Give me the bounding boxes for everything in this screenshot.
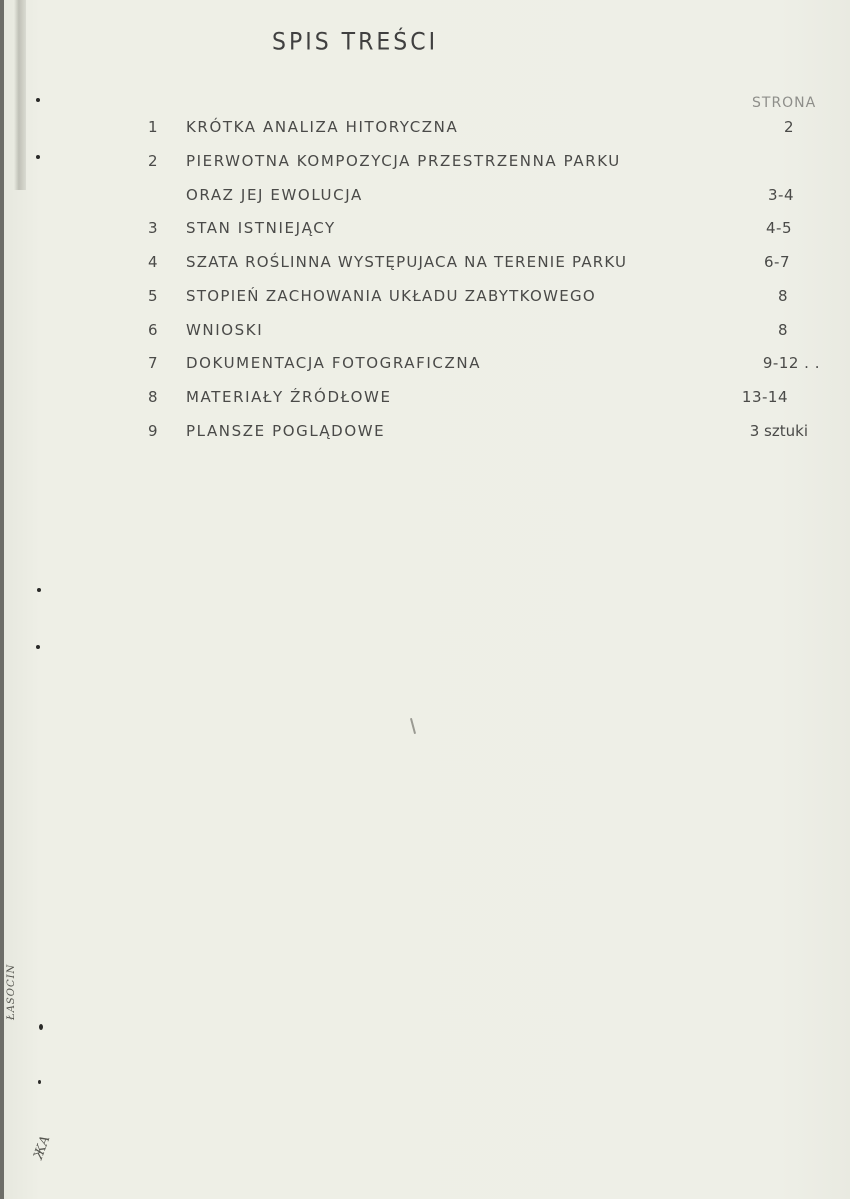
scan-edge-shadow — [0, 0, 4, 1199]
toc-entry-page: 8 — [777, 287, 788, 305]
toc-entry — [0, 388, 850, 412]
toc-entry — [0, 118, 850, 142]
toc-entry-title: KRÓTKA ANALIZA HITORYCZNA — [186, 118, 459, 136]
toc-entry — [0, 152, 850, 176]
toc-entry — [0, 321, 850, 345]
page-column-header: STRONA — [752, 95, 817, 111]
toc-entry — [0, 354, 850, 378]
punch-hole-mark — [36, 645, 40, 649]
toc-entry — [0, 422, 850, 446]
toc-entry-number: 1 — [148, 118, 160, 136]
toc-entry-title: MATERIAŁY ŹRÓDŁOWE — [186, 388, 392, 406]
toc-entry-title: PIERWOTNA KOMPOZYCJA PRZESTRZENNA PARKU — [186, 152, 621, 170]
toc-entry-number: 7 — [148, 354, 160, 372]
toc-entry-number: 2 — [148, 152, 160, 170]
toc-entry-number: 6 — [148, 321, 160, 339]
punch-hole-mark — [38, 1080, 41, 1084]
toc-entry-title: ORAZ JEJ EWOLUCJA — [186, 186, 363, 204]
toc-entry — [0, 219, 850, 243]
toc-entry-title: PLANSZE POGLĄDOWE — [186, 422, 386, 440]
toc-entry-number: 4 — [148, 253, 160, 271]
toc-entry-page: 8 — [777, 321, 788, 339]
toc-entry-title: STAN ISTNIEJĄCY — [186, 219, 336, 237]
toc-entry-title: WNIOSKI — [186, 321, 264, 339]
toc-entry — [0, 186, 850, 210]
toc-entry-number: 5 — [148, 287, 160, 305]
toc-entry-page: 2 — [783, 118, 794, 136]
toc-entry-page: 3 sztuki — [749, 422, 808, 440]
stray-pen-mark — [410, 718, 416, 734]
punch-hole-mark — [37, 588, 41, 592]
toc-entry-title: STOPIEŃ ZACHOWANIA UKŁADU ZABYTKOWEGO — [186, 287, 597, 305]
toc-entry-number: 8 — [148, 388, 160, 406]
toc-entry — [0, 253, 850, 277]
toc-entry-title: DOKUMENTACJA FOTOGRAFICZNA — [186, 354, 482, 372]
toc-entry-number: 3 — [148, 219, 160, 237]
punch-hole-mark — [39, 1024, 43, 1030]
toc-entry-page: 6-7 — [764, 253, 790, 271]
punch-hole-mark — [36, 98, 40, 102]
toc-entry-page: 9-12 . . — [762, 354, 820, 372]
toc-entry — [0, 287, 850, 311]
handwritten-signature: ЖА — [30, 1133, 54, 1162]
toc-entry-page: 4-5 — [766, 219, 792, 237]
toc-entry-page: 13-14 — [741, 388, 788, 406]
document-title: SPIS TREŚCI — [272, 29, 439, 56]
toc-entry-title: SZATA ROŚLINNA WYSTĘPUJACA NA TERENIE PARKU — [186, 253, 628, 271]
handwritten-margin-note: ŁASOCIN — [6, 963, 17, 1020]
toc-entry-page: 3-4 — [768, 186, 794, 204]
toc-entry-number: 9 — [148, 422, 160, 440]
